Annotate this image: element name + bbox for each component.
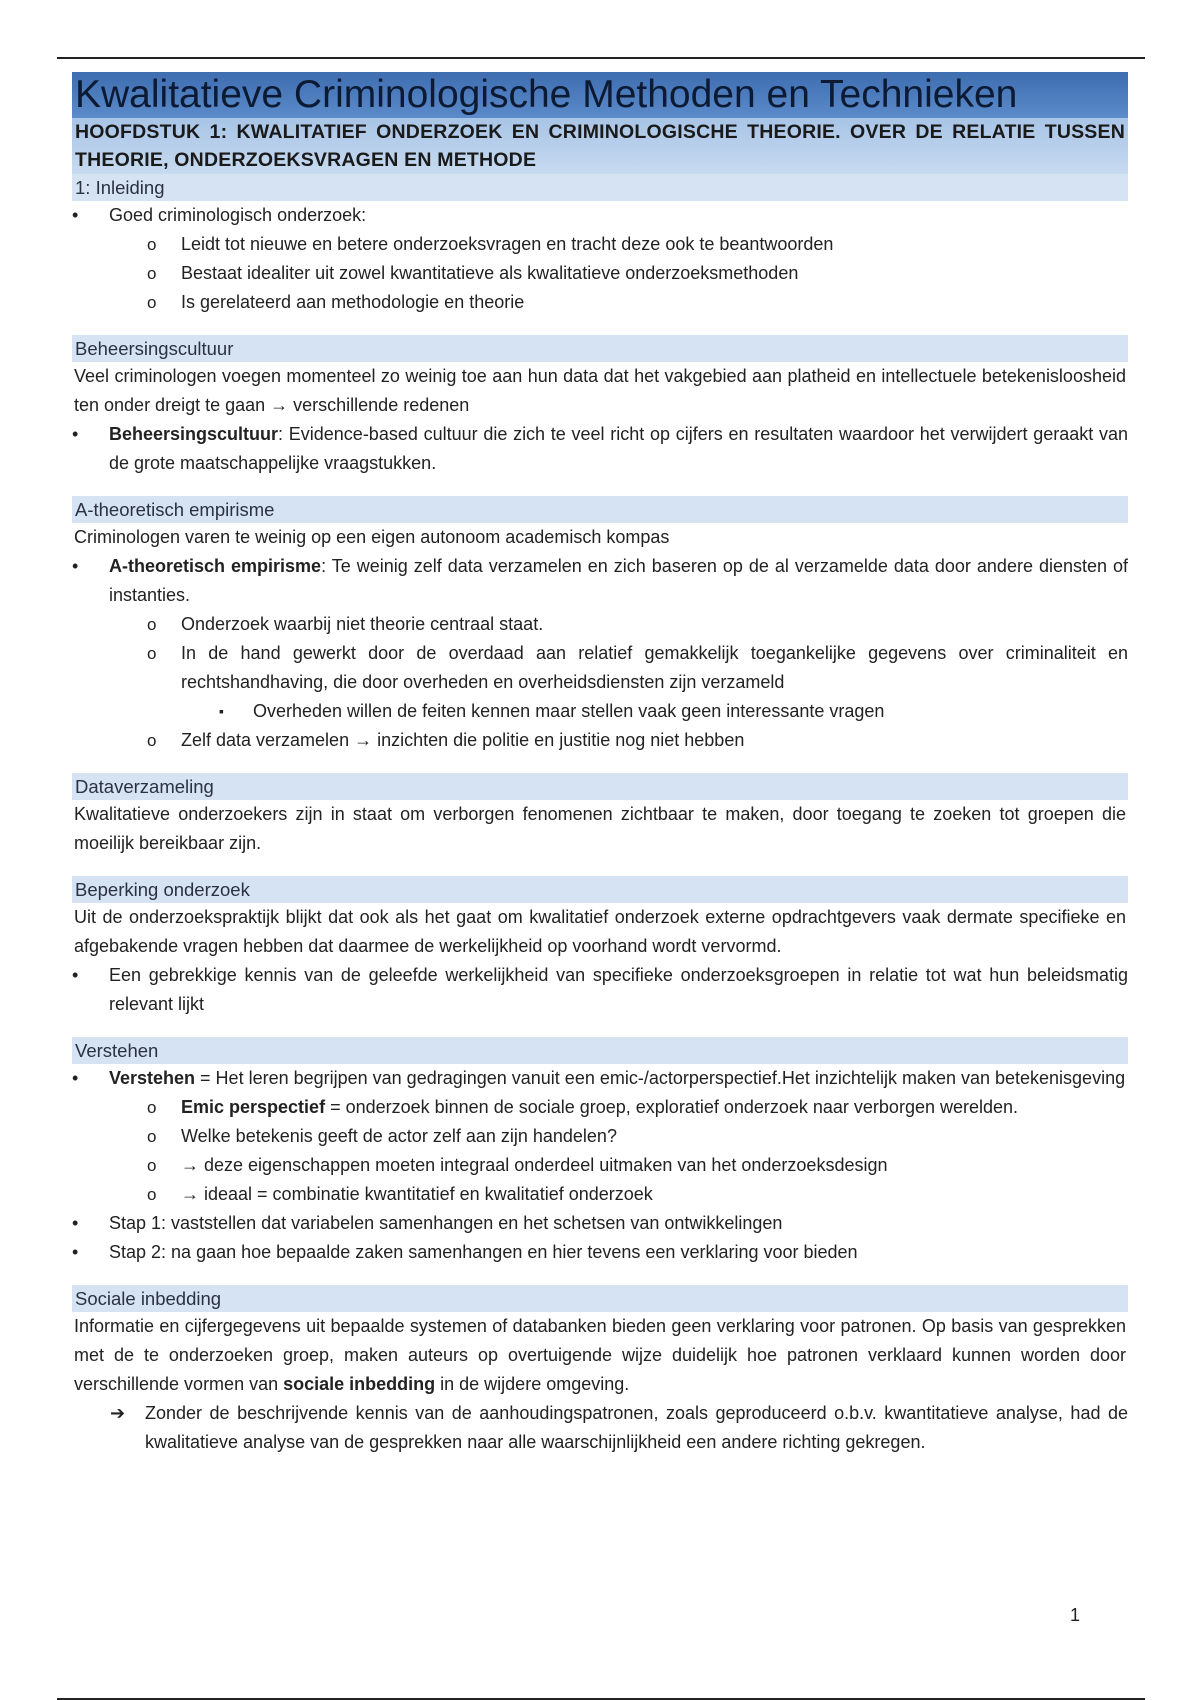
definition: = onderzoek binnen de sociale groep, exploratief onderzoek naar verborgen werelden. — [325, 1097, 1019, 1117]
document-title: Kwalitatieve Criminologische Methoden en Technieken — [72, 72, 1128, 118]
sub-bullet-item: o → ideaal = combinatie kwantitatief en kwalitatief onderzoek — [72, 1180, 1128, 1209]
sub-bullet-item: o Leidt tot nieuwe en betere onderzoeksvragen en tracht deze ook te beantwoorden — [72, 230, 1128, 259]
section-heading-a-theoretisch-empirisme: A-theoretisch empirisme — [72, 496, 1128, 523]
section-heading-verstehen: Verstehen — [72, 1037, 1128, 1064]
sub-bullet-item: o → deze eigenschappen moeten integraal onderdeel uitmaken van het onderzoeksdesign — [72, 1151, 1128, 1180]
definition: = Het leren begrijpen van gedragingen vanuit een emic-/actorperspectief.Het inzichtelijk maken van betekenisgeving — [195, 1068, 1126, 1088]
paragraph: Uit de onderzoekspraktijk blijkt dat ook als het gaat om kwalitatief onderzoek externe opdrachtgevers vaak dermate specifieke en afgebakende vragen hebben dat daarmee de werkelijkheid op voorhand wordt vervormd. — [74, 907, 1126, 956]
arrow-item: ➔ Zonder de beschrijvende kennis van de aanhoudingspatronen, zoals geproduceerd o.b.v. kwantitatieve analyse, had de kwalitatieve analyse van de gesprekken naar alle waarschijnlijkheid een andere richting gekregen. — [72, 1399, 1128, 1457]
bullet-item: • Een gebrekkige kennis van de geleefde werkelijkheid van specifieke onderzoeksgroepen in relatie tot wat hun beleidsmatig relevant lijkt — [72, 961, 1128, 1019]
sub-bullet-item: o Bestaat idealiter uit zowel kwantitatieve als kwalitatieve onderzoeksmethoden — [72, 259, 1128, 288]
verstehen-list — [72, 1064, 1128, 1267]
paragraph: Veel criminologen voegen momenteel zo weinig toe aan hun data dat het vakgebied aan platheid en intellectuele betekenisloosheid ten onder dreigt te gaan → verschillende redenen — [74, 366, 1126, 415]
paragraph-text: Informatie en cijfergegevens uit bepaalde systemen of databanken bieden geen verklaring voor patronen. Op basis van gesprekken met de te onderzoeken groep, maken auteurs op overtuigende wijze duidelijk hoe patronen verklaard kunnen worden door verschillende vormen van — [74, 1316, 1126, 1394]
top-rule — [57, 57, 1145, 59]
sub-bullet-item: o Onderzoek waarbij niet theorie centraal staat. — [72, 610, 1128, 639]
term: sociale inbedding — [283, 1374, 436, 1394]
bullet-item — [72, 552, 1128, 610]
sub-bullet-item: o Welke betekenis geeft de actor zelf aan zijn handelen? — [72, 1122, 1128, 1151]
sub-bullet-item: o Is gerelateerd aan methodologie en theorie — [72, 288, 1128, 317]
definition: : Evidence-based cultuur die zich te veel richt op cijfers en resultaten waardoor het verwijdert geraakt van de grote maatschappelijke vraagstukken. — [109, 424, 1128, 473]
paragraph-text: in de wijdere omgeving. — [435, 1374, 630, 1394]
bullet-item — [72, 1064, 1128, 1093]
beperking-list — [72, 961, 1128, 1019]
inleiding-list — [72, 201, 1128, 317]
sub-bullet-item: o In de hand gewerkt door de overdaad aan relatief gemakkelijk toegankelijke gegevens over criminaliteit en rechtshandhaving, die door overheden en overheidsdiensten zijn verzameld — [72, 639, 1128, 697]
sociale-inbedding-list — [72, 1399, 1128, 1457]
term: Emic perspectief — [181, 1097, 326, 1117]
term: Beheersingscultuur — [109, 424, 279, 444]
term: Verstehen — [109, 1068, 196, 1088]
section-heading-beperking-onderzoek: Beperking onderzoek — [72, 876, 1128, 903]
empirisme-list — [72, 552, 1128, 755]
square-bullet-item: ▪ Overheden willen de feiten kennen maar stellen vaak geen interessante vragen — [72, 697, 1128, 726]
bullet-item: • Goed criminologisch onderzoek: — [72, 201, 1128, 230]
definition: : Te weinig zelf data verzamelen en zich baseren op de al verzamelde data door andere diensten of instanties. — [109, 556, 1129, 605]
paragraph: Kwalitatieve onderzoekers zijn in staat om verborgen fenomenen zichtbaar te maken, door toegang te zoeken tot groepen die moeilijk bereikbaar zijn. — [74, 804, 1126, 853]
section-heading-beheersingscultuur: Beheersingscultuur — [72, 335, 1128, 362]
document-page — [72, 72, 1128, 1457]
term: A-theoretisch empirisme — [109, 556, 322, 576]
sub-bullet-item — [72, 1093, 1128, 1122]
bullet-item: • Stap 1: vaststellen dat variabelen samenhangen en het schetsen van ontwikkelingen — [72, 1209, 1128, 1238]
sub-bullet-item: o Zelf data verzamelen → inzichten die politie en justitie nog niet hebben — [72, 726, 1128, 755]
page-number: 1 — [1070, 1605, 1081, 1625]
beheersingscultuur-list — [72, 420, 1128, 478]
paragraph — [72, 1312, 1128, 1399]
paragraph: Criminologen varen te weinig op een eigen autonoom academisch kompas — [74, 527, 670, 547]
section-heading-inleiding: 1: Inleiding — [72, 174, 1128, 201]
section-heading-sociale-inbedding: Sociale inbedding — [72, 1285, 1128, 1312]
bullet-item — [72, 420, 1128, 478]
section-heading-dataverzameling: Dataverzameling — [72, 773, 1128, 800]
chapter-heading: HOOFDSTUK 1: KWALITATIEF ONDERZOEK EN CRIMINOLOGISCHE THEORIE. OVER DE RELATIE TUSSEN THEORIE, ONDERZOEKSVRAGEN EN METHODE — [72, 118, 1128, 174]
bullet-item: • Stap 2: na gaan hoe bepaalde zaken samenhangen en hier tevens een verklaring voor bieden — [72, 1238, 1128, 1267]
